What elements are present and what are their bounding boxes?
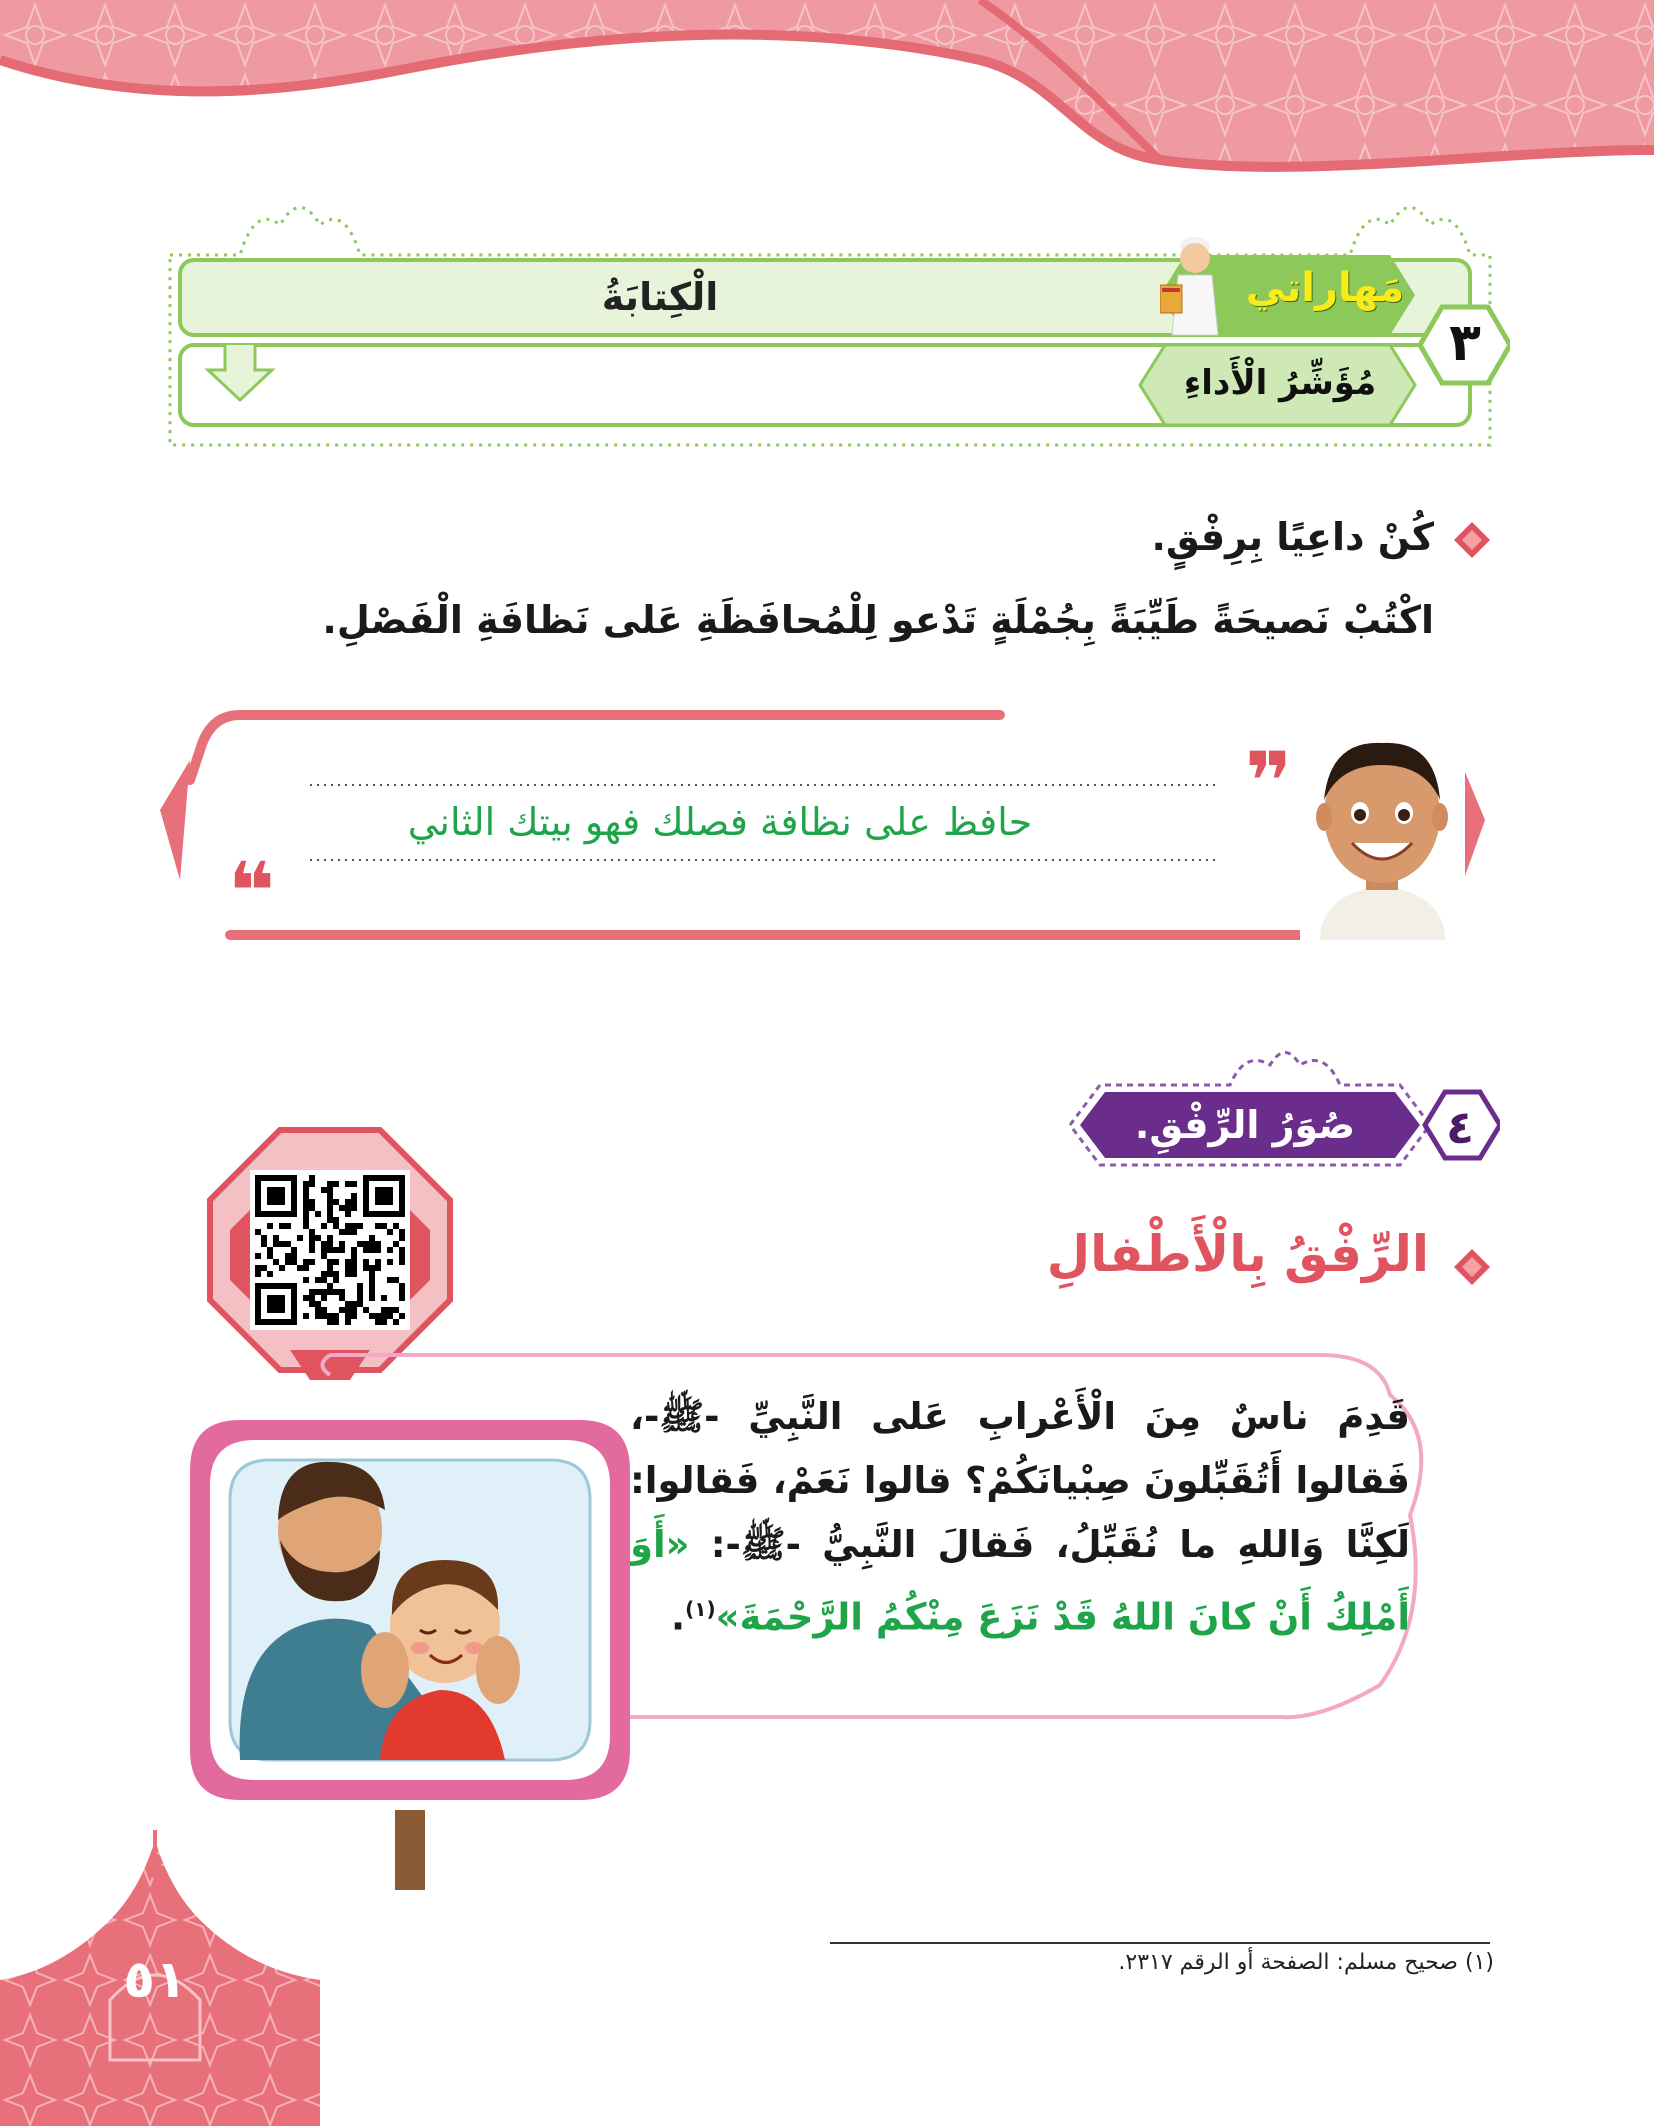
answer-text: حافظ على نظافة فصلك فهو بيتك الثاني <box>407 800 1033 844</box>
section4-subheading: الرِّفْقُ بِالْأَطْفالِ <box>1046 1225 1429 1283</box>
hadith-end: . <box>671 1595 686 1639</box>
top-decorative-band <box>0 0 1654 200</box>
footnote-ref: (١) <box>685 1597 716 1621</box>
bullet-diamond-icon <box>1452 520 1492 560</box>
quote-open-mark: ❞ <box>1245 735 1292 828</box>
qr-code-icon[interactable] <box>255 1175 405 1325</box>
smiling-boy-image <box>1300 725 1465 940</box>
activity-number: ٣ <box>1449 313 1481 373</box>
footnote: (١) صحيح مسلم: الصفحة أو الرقم ٢٣١٧. <box>1118 1950 1494 1975</box>
section4-number: ٤ <box>1445 1100 1475 1154</box>
father-son-illustration <box>180 1400 640 1890</box>
hadith-text <box>630 1385 1410 1649</box>
quote-close-mark: ❝ <box>228 845 275 938</box>
section4-title: صُوَرُ الرِّفْقِ. <box>1134 1103 1356 1147</box>
hadith-narration: قَدِمَ ناسٌ مِنَ الْأَعْرابِ عَلى النَّبِيِّ -ﷺ-، فَقالوا أَتُقَبِّلونَ صِبْيانَكُمْ؟ قالوا نَعَمْ، فَقالوا: لَكِنَّا وَاللهِ ما نُقَبِّلُ، فَقالَ النَّبِيُّ -ﷺ-: <box>630 1395 1410 1566</box>
skill-title: الْكِتابَةُ <box>601 275 719 319</box>
bullet-diamond-icon <box>1452 1247 1492 1287</box>
skills-header <box>160 195 1510 455</box>
activity-heading: كُنْ داعِيًا بِرِفْقٍ. <box>1151 515 1434 559</box>
footnote-divider <box>830 1942 1490 1944</box>
hadith-prophet-quote: «أَوَ أَمْلِكُ أَنْ كانَ اللهُ قَدْ نَزَعَ مِنْكُمُ الرَّحْمَةَ» <box>630 1523 1410 1639</box>
activity-instruction: اكْتُبْ نَصيحَةً طَيِّبَةً بِجُمْلَةٍ تَدْعو لِلْمُحافَظَةِ عَلى نَظافَةِ الْفَصْلِ. <box>322 598 1434 642</box>
skills-header-frame <box>160 195 1510 455</box>
indicator-label: مُؤَشِّرُ الْأَداءِ <box>1183 363 1377 403</box>
boy-avatar-icon <box>1160 230 1230 340</box>
skills-badge: مَهاراتي <box>1245 265 1405 311</box>
page-number: ٥١ <box>123 1950 187 2010</box>
